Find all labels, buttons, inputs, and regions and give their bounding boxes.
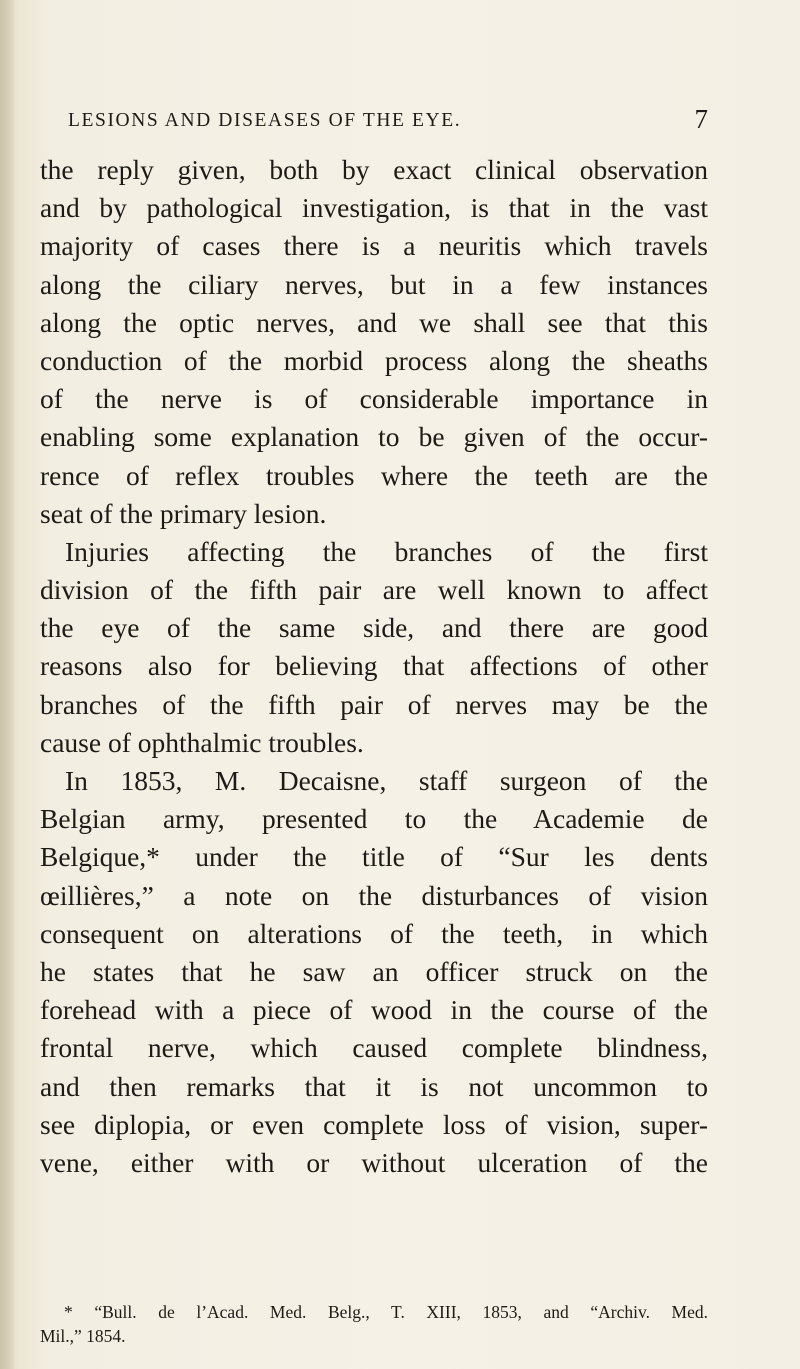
text-line: along the optic nerves, and we shall see that this xyxy=(40,306,708,338)
footnote-line: Mil.,” 1854. xyxy=(40,1326,126,1346)
text-line: vene, either with or without ulceration of the xyxy=(40,1146,708,1178)
body-text xyxy=(40,151,708,1182)
text-line: rence of reflex troubles where the teeth are the xyxy=(40,459,708,491)
running-head xyxy=(68,104,708,140)
text-line: the reply given, both by exact clinical observation xyxy=(40,154,708,185)
text-line: branches of the fifth pair of nerves may be the xyxy=(40,688,708,720)
running-title: LESIONS AND DISEASES OF THE EYE. xyxy=(68,110,462,131)
text-line: frontal nerve, which caused complete blindness, xyxy=(40,1032,708,1064)
text-line: and then remarks that it is not uncommon to xyxy=(40,1070,708,1102)
text-line: œillières,” a note on the disturbances of vision xyxy=(40,879,708,911)
text-line: consequent on alterations of the teeth, in which xyxy=(40,917,708,949)
text-line: of the nerve is of considerable importance in xyxy=(40,383,708,415)
text-line: conduction of the morbid process along the sheaths xyxy=(40,344,708,376)
text-line: reasons also for believing that affections of other xyxy=(40,650,708,682)
text-line: In 1853, M. Decaisne, staff surgeon of the xyxy=(65,765,708,796)
text-line: division of the fifth pair are well known to affect xyxy=(40,574,708,606)
footnote-line: * “Bull. de l’Acad. Med. Belg., T. XIII, 1853, and “Archiv. Med. xyxy=(64,1302,708,1322)
text-line: seat of the primary lesion. xyxy=(40,497,327,529)
footnote xyxy=(40,1300,708,1348)
text-line: see diplopia, or even complete loss of vision, super- xyxy=(40,1108,708,1140)
text-line: the eye of the same side, and there are good xyxy=(40,612,708,644)
text-line: he states that he saw an officer struck on the xyxy=(40,955,708,987)
text-line: Injuries affecting the branches of the first xyxy=(65,535,708,567)
text-line: Belgique,* under the title of “Sur les dents xyxy=(40,841,708,873)
text-line: Belgian army, presented to the Academie de xyxy=(40,803,708,835)
text-line: cause of ophthalmic troubles. xyxy=(40,726,364,758)
text-line: and by pathological investigation, is that in the vast xyxy=(40,192,708,224)
text-line: forehead with a piece of wood in the course of the xyxy=(40,994,708,1026)
text-line: along the ciliary nerves, but in a few instances xyxy=(40,268,708,300)
page-number: 7 xyxy=(694,104,708,134)
page-gutter-shadow xyxy=(0,0,14,1369)
text-line: enabling some explanation to be given of the occur- xyxy=(40,421,708,453)
text-line: majority of cases there is a neuritis which travels xyxy=(40,230,708,262)
